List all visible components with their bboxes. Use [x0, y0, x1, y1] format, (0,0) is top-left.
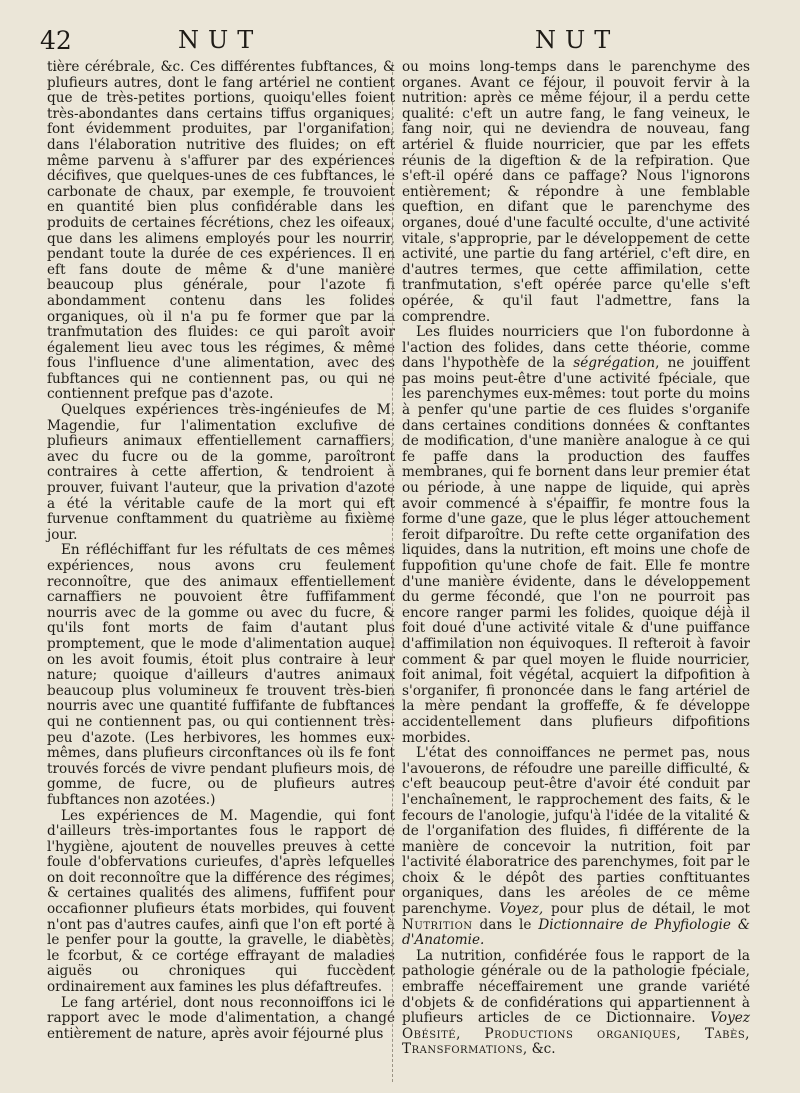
paragraph: tière cérébrale, &c. Ces différentes fubftances, & plufieurs autres, dont le fang artériel ne contient que de très-petites portions, quoiqu'elles foient très-abondantes dans certains tiffus organiques, font évidemment produites, par l'organifation, dans l'élaboration nutritive des fluides; on eft même parvenu à s'affurer par des expériences décifives, que quelques-unes de ces fubftances, le carbonate de chaux, par exemple, fe trouvoient en quantité bien plus confidérable dans les produits de certaines fécrétions, chez les oifeaux, que dans les alimens employés pour les nourrir, pendant toute la durée de ces expériences. Il en eft fans doute de même & d'une manière beaucoup plus générale, pour l'azote fi abondamment contenu dans les folides organiques, où il n'a pu fe former que par la tranfmutation des fluides: ce qui paroît avoir également lieu avec tous les régimes, & même fous l'influence d'une alimentation, avec des fubftances qui ne contiennent pas, ou qui ne contiennent prefque pas d'azote.: [47, 59, 395, 403]
paragraph: Les expériences de M. Magendie, qui font d'ailleurs très-importantes fous le rapport de l'hygiène, ajoutent de nouvelles preuves à cette foule d'obfervations curieufes, d'après lefquelles on doit reconnoître que la différence des régimes, & certaines qualités des alimens, fuffifent pour occafionner plufieurs états morbides, qui fouvent n'ont pas d'autres caufes, ainfi que l'on eft porté à le penfer pour la goutte, la gravelle, le diabètès, le fcorbut, & ce cortége effrayant de maladies aiguës ou chroniques qui fuccèdent ordinairement aux famines les plus défaftreufes.: [47, 807, 395, 996]
italic-term: ségrégation: [573, 355, 656, 372]
page-header: [0, 22, 800, 62]
column-divider: [392, 62, 393, 1082]
left-column: [47, 60, 395, 1042]
right-column: [402, 60, 750, 1058]
paragraph: ou moins long-temps dans le parenchyme des organes. Avant ce féjour, il pouvoit fervir à la nutrition: après ce même féjour, il a perdu cette qualité: c'eft un autre fang, le fang veineux, le fang noir, qui ne deviendra de nouveau, fang artériel & fluide nourricier, que par les effets réunis de la digeftion & de la refpiration. Que s'eft-il opéré dans ce paffage? Nous l'ignorons entièrement; & répondre à une femblable queftion, en difant que le parenchyme des organes, doué d'une faculté occulte, d'une activité vitale, s'approprie, par le développement de cette activité, une partie du fang artériel, c'eft dire, en d'autres termes, que cette affimilation, cette tranfmutation, s'eft opérée parce qu'elle s'eft opérée, & qu'il faut l'admettre, fans la comprendre.: [402, 59, 750, 325]
text-run: Les fluides nourriciers que l'on fubordonne à l'action des folides, dans cette théorie, comme dans l'hypothèfe de la: [402, 324, 750, 372]
paragraph: En réfléchiffant fur les réfultats de ces mêmes expériences, nous avons cru feulement reconnoître, que des animaux effentiellement carnaffiers ne pouvoient être fuffifamment nourris avec de la gomme ou avec du fucre, & qu'ils font morts de faim d'autant plus promptement, que le mode d'alimentation auquel on les avoit foumis, étoit plus contraire à leur nature; quoique d'ailleurs d'autres animaux beaucoup plus volumineux fe trouvent très-bien nourris avec une quantité fuffifante de fubftances qui ne contiennent pas, ou qui contiennent très-peu d'azote. (Les herbivores, les hommes eux-mêmes, dans plufieurs circonftances où ils fe font trouvés forcés de vivre pendant plufieurs mois, de gomme, de fucre, ou de plufieurs autres fubftances non azotées.): [47, 542, 395, 808]
paragraph: [402, 746, 750, 949]
cross-reference: Nutrition: [402, 916, 473, 933]
text-run: , ne jouiffent pas moins peut-être d'une activité fpéciale, que les parenchymes eux-mêmes: tout porte du moins à penfer qu'une partie de ces fluides s'organife dans certaines conditions données & conftantes de modification, d'une manière analogue à ce qui fe paffe dans la production des fauffes membranes, qui fe bornent dans leur premier état ou période, à une nappe de liquide, qui après avoir commencé à s'épaiffir, fe montre fous la forme d'une gaze, que le plus léger attouchement feroit difparoître. Du refte cette organifation des liquides, dans la nutrition, eft moins une chofe de fuppofition qu'une chofe de fait. Elle fe montre d'une manière évidente, dans le développement du germe fécondé, que l'on ne pourroit pas encore ranger parmi les folides, quoique déjà il foit doué d'une activité vitale & d'une puiffance d'affimilation non équivoques. Il refteroit à favoir comment & par quel moyen le fluide nourricier, foit animal, foit végétal, acquiert la difpofition à s'organifer, fi prononcée dans le fang artériel de la mère pendant la groffeffe, & fe développe accidentellement dans plufieurs difpofitions morbides.: [402, 355, 751, 746]
italic-voyez: Voyez,: [499, 901, 544, 918]
page-number: 42: [40, 26, 72, 55]
text-run: , &c.: [522, 1041, 556, 1058]
italic-title: Dictionnaire de Phyfiologie & d'Anatomie.: [402, 916, 750, 949]
paragraph: Quelques expériences très-ingénieufes de M. Magendie, fur l'alimentation exclufive de plufieurs animaux effentiellement carnaffiers, avec du fucre ou de la gomme, paroîtront contraires à cette affertion, & tendroient à prouver, fuivant l'auteur, que la privation d'azote a été la véritable caufe de la mort qui eft furvenue conftamment du quatrième au fixième jour.: [47, 402, 395, 543]
paragraph: [402, 325, 750, 746]
paragraph: Le fang artériel, dont nous reconnoiffons ici le rapport avec le mode d'alimentation, a changé entièrement de nature, après avoir féjourné plus: [47, 994, 395, 1042]
italic-voyez: Voyez: [710, 1010, 750, 1027]
running-head-left: NUT: [178, 26, 263, 54]
text-run: La nutrition, confidérée fous le rapport de la pathologie générale ou de la pathologie fpéciale, embraffe néceffairement une grande variété d'objets & de confidérations qui appartiennent à plufieurs articles de ce Dictionnaire.: [402, 947, 750, 1027]
cross-references: Obésité, Productions organiques, Tabès, Transformations: [402, 1025, 750, 1058]
text-run: dans le: [472, 916, 539, 933]
text-run: pour plus de détail, le mot: [543, 901, 751, 918]
running-head-right: NUT: [535, 26, 620, 54]
text-run: L'état des connoiffances ne permet pas, nous l'avouerons, de réfoudre une pareille difficulté, & c'eft beaucoup peut-être d'avoir été conduit par l'enchaînement, le rapprochement des faits, & le fecours de l'anologie, jufqu'à l'idée de la vitalité & de l'organifation des fluides, fi différente de la manière de concevoir la nutrition, foit par l'activité élaboratrice des parenchymes, foit par le choix & le dépôt des parties conftituantes organiques, dans les aréoles de ce même parenchyme.: [402, 745, 750, 918]
paragraph: [402, 949, 750, 1058]
